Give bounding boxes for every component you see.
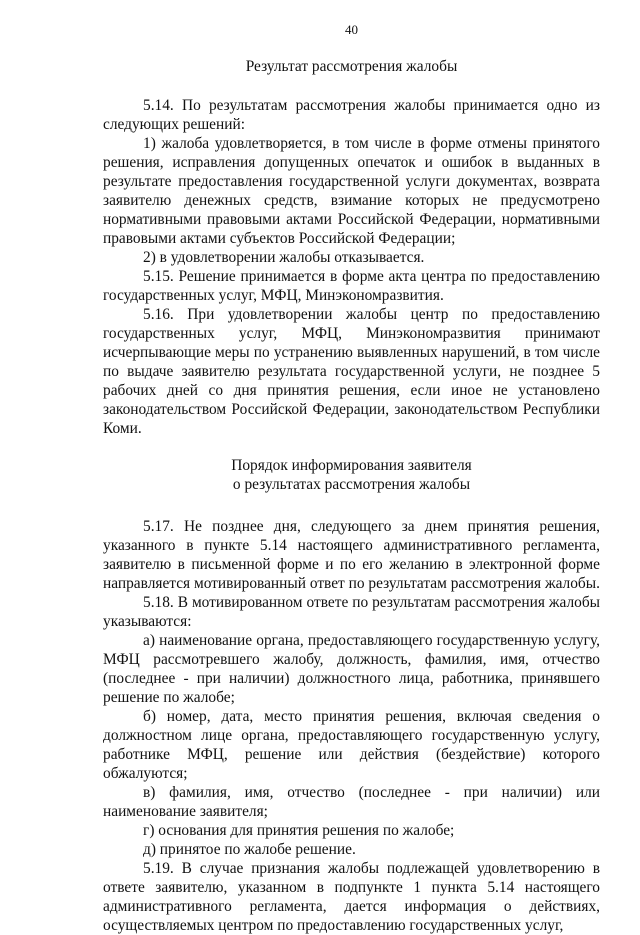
section-title-line: Порядок информирования заявителя bbox=[231, 457, 472, 474]
paragraph-5-18-item-d: д) принятое по жалобе решение. bbox=[143, 841, 356, 858]
paragraph-5-15: 5.15. Решение принимается в форме акта центра по предоставлению государственных услуг, МФЦ, Минэкономразвития. bbox=[103, 268, 600, 304]
paragraph-5-14: 5.14. По результатам рассмотрения жалобы принимается одно из следующих решений: bbox=[103, 97, 600, 133]
section-title-line: Результат рассмотрения жалобы bbox=[245, 58, 458, 75]
paragraph-5-18-item-a: а) наименование органа, предоставляющего государственную услугу, МФЦ рассмотревшего жалобу, должность, фамилия, имя, отчество (последнее - при наличии) должностного лица, работника, принявшего решение по жалобе; bbox=[103, 632, 600, 706]
paragraph-5-14-item-2: 2) в удовлетворении жалобы отказывается. bbox=[143, 249, 425, 266]
page-number: 40 bbox=[345, 22, 358, 37]
section-title-informing bbox=[103, 456, 600, 494]
paragraph-5-18-item-g: г) основания для принятия решения по жалобе; bbox=[143, 822, 455, 839]
paragraph-5-17: 5.17. Не позднее дня, следующего за днем принятия решения, указанного в пункте 5.14 настоящего административного регламента, заявителю в письменной форме и по его желанию в электронной форме направляется мотивированный ответ по результатам рассмотрения жалобы. bbox=[103, 518, 600, 592]
section-title-line: о результатах рассмотрения жалобы bbox=[232, 476, 471, 493]
section-title-complaint-result bbox=[103, 57, 600, 76]
paragraph-5-19: 5.19. В случае признания жалобы подлежащей удовлетворению в ответе заявителю, указанном в подпункте 1 пункта 5.14 настоящего административного регламента, дается информация о действиях, осуществляемых центром по предоставлению государственных услуг, bbox=[103, 860, 600, 934]
paragraph-5-16: 5.16. При удовлетворении жалобы центр по предоставлению государственных услуг, МФЦ, Минэкономразвития принимают исчерпывающие меры по устранению выявленных нарушений, в том числе по выдаче заявителю результата государственной услуги, не позднее 5 рабочих дней со дня принятия решения, если иное не установлено законодательством Российской Федерации, законодательством Республики Коми. bbox=[103, 306, 600, 437]
paragraph-5-14-item-1: 1) жалоба удовлетворяется, в том числе в форме отмены принятого решения, исправления допущенных опечаток и ошибок в выданных в результате предоставления государственной услуги документах, возврата заявителю денежных средств, взимание которых не предусмотрено нормативными правовыми актами Российской Федерации, нормативными правовыми актами субъектов Российской Федерации; bbox=[103, 135, 600, 247]
paragraph-5-18-item-v: в) фамилия, имя, отчество (последнее - при наличии) или наименование заявителя; bbox=[103, 784, 600, 820]
paragraph-5-18: 5.18. В мотивированном ответе по результатам рассмотрения жалобы указываются: bbox=[103, 594, 600, 630]
paragraph-5-18-item-b: б) номер, дата, место принятия решения, включая сведения о должностном лице органа, предоставляющего государственную услугу, работнике МФЦ, решение или действия (бездействие) которого обжалуются; bbox=[103, 708, 600, 782]
